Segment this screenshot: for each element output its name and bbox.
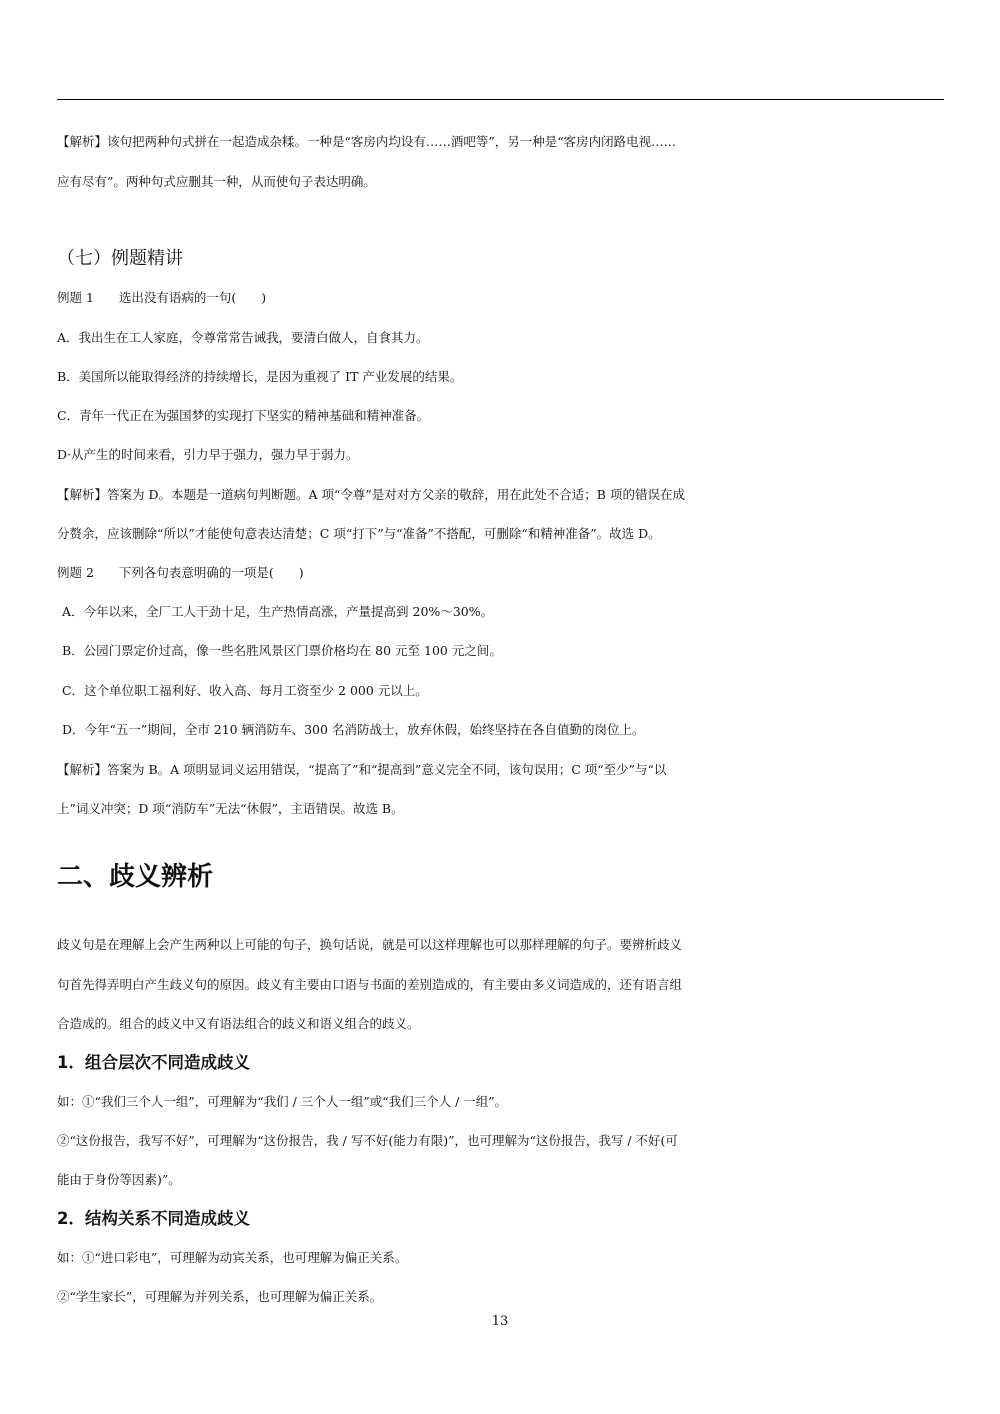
point1-line-3: 能由于身份等因素)”。 — [57, 1172, 181, 1187]
point1-line-2: ②“这份报告，我写不好”，可理解为“这份报告，我 / 写不好(能力有限)”，也可理解为“这份报告，我写 / 不好(可 — [57, 1133, 678, 1148]
point2-line-2: ②“学生家长”，可理解为并列关系，也可理解为偏正关系。 — [57, 1289, 383, 1304]
point2-title: 2．结构关系不同造成歧义 — [57, 1209, 250, 1228]
example1-option-c: C．青年一代正在为强国梦的实现打下坚实的精神基础和精神准备。 — [57, 408, 430, 423]
example2-option-a: A．今年以来，全厂工人干劲十足，生产热情高涨，产量提高到 20%～30%。 — [62, 604, 494, 619]
example1-analysis-line-2: 分赘余，应该删除“所以”才能使句意表达清楚；C 项“打下”与“准备”不搭配，可删除“和精神准备”。故选 D。 — [57, 526, 661, 541]
example1-option-d: D·从产生的时间来看，引力早于强力，强力早于弱力。 — [57, 447, 359, 462]
example2-analysis-line-1: 【解析】答案为 B。A 项明显词义运用错误，“提高了”和“提高到”意义完全不同，该句误用；C 项“至少”与“以 — [57, 762, 667, 777]
page-number: 13 — [491, 1314, 509, 1329]
point1-title: 1．组合层次不同造成歧义 — [57, 1053, 250, 1072]
ambiguity-intro-line-1: 歧义句是在理解上会产生两种以上可能的句子，换句话说，就是可以这样理解也可以那样理解的句子。要辨析歧义 — [57, 937, 683, 952]
example1-analysis-line-1: 【解析】答案为 D。本题是一道病句判断题。A 项“令尊”是对对方父亲的敬辞，用在此处不合适；B 项的错误在成 — [57, 487, 685, 502]
ambiguity-intro-line-3: 合造成的。组合的歧义中又有语法组合的歧义和语义组合的歧义。 — [57, 1016, 420, 1031]
point1-line-1: 如：①“我们三个人一组”，可理解为“我们 / 三个人一组”或“我们三个人 / 一组”。 — [57, 1094, 508, 1109]
example1-option-b: B．美国所以能取得经济的持续增长，是因为重视了 IT 产业发展的结果。 — [57, 369, 463, 384]
ambiguity-intro-line-2: 句首先得弄明白产生歧义句的原因。歧义有主要由口语与书面的差别造成的，有主要由多义词造成的，还有语言组 — [57, 977, 683, 992]
ambiguity-section-heading: 二、歧义辨析 — [57, 862, 214, 892]
analysis-intro-line-2: 应有尽有”。两种句式应删其一种，从而使句子表达明确。 — [57, 174, 376, 189]
example2-option-c: C．这个单位职工福利好、收入高、每月工资至少 2 000 元以上。 — [62, 683, 428, 698]
example1-stem: 例题 1 选出没有语病的一句( ) — [57, 290, 267, 305]
example2-analysis-line-2: 上”词义冲突；D 项“消防车”无法“休假”，主语错误。故选 B。 — [57, 801, 404, 816]
example2-stem: 例题 2 下列各句表意明确的一项是( ) — [57, 565, 304, 580]
example1-option-a: A．我出生在工人家庭，令尊常常告诫我，要清白做人，自食其力。 — [57, 330, 429, 345]
examples-heading: （七）例题精讲 — [57, 248, 183, 269]
example2-option-d: D．今年“五一”期间，全市 210 辆消防车、300 名消防战士，放弃休假，始终坚持在各自值勤的岗位上。 — [62, 722, 645, 737]
analysis-intro-line-1: 【解析】该句把两种句式拼在一起造成杂糅。一种是“客房内均设有……酒吧等”，另一种是“客房内闭路电视…… — [57, 134, 677, 149]
point2-line-1: 如：①“进口彩电”，可理解为动宾关系，也可理解为偏正关系。 — [57, 1250, 408, 1265]
example2-option-b: B．公园门票定价过高，像一些名胜风景区门票价格均在 80 元至 100 元之间。 — [62, 643, 502, 658]
header-rule — [57, 99, 944, 100]
